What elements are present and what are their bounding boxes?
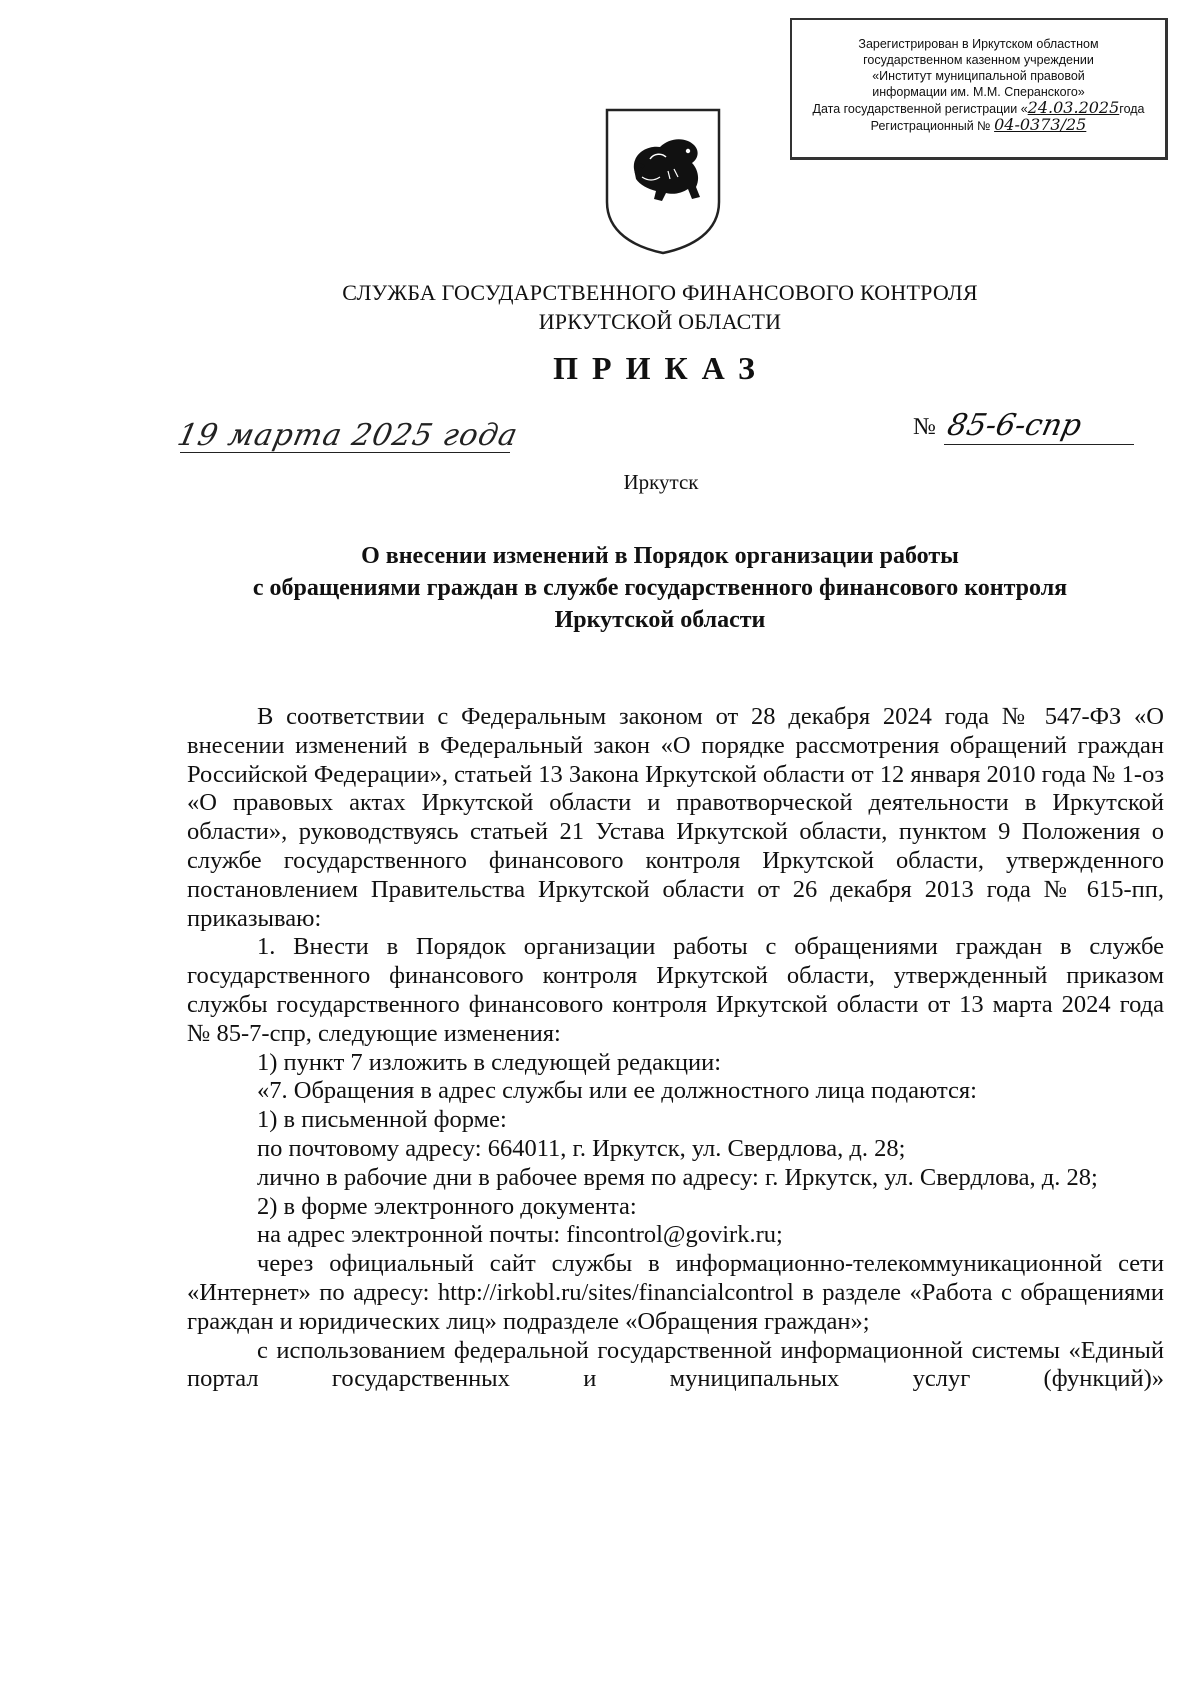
registration-stamp xyxy=(790,18,1168,160)
paragraph-email: на адрес электронной почты: fincontrol@govirk.ru; xyxy=(257,1221,783,1249)
stamp-date-row xyxy=(798,100,1159,117)
paragraph-gosuslugi: с использованием федеральной государственной информационной системы «Единый портал государственных и муниципальных услуг (функций)» xyxy=(187,1336,1164,1393)
organization-name xyxy=(0,278,1200,336)
handwritten-date: 19 марта 2025 года xyxy=(174,418,522,453)
paragraph-subitem-1: 1) пункт 7 изложить в следующей редакции: xyxy=(257,1048,722,1076)
document-title xyxy=(170,540,1150,636)
stamp-date-label: Дата государственной регистрации « xyxy=(812,102,1028,116)
number-label: № xyxy=(913,414,936,440)
stamp-date-suffix: года xyxy=(1119,102,1145,116)
stamp-line-2: государственном казенном учреждении xyxy=(863,53,1094,67)
stamp-reg-label: Регистрационный № xyxy=(870,119,991,133)
stamp-reg-row xyxy=(798,117,1159,134)
paragraph-electronic-form: 2) в форме электронного документа: xyxy=(257,1192,637,1220)
title-line-1: О внесении изменений в Порядок организации работы xyxy=(361,543,959,569)
paragraph-written-form: 1) в письменной форме: xyxy=(257,1106,507,1134)
city: Иркутск xyxy=(623,470,699,494)
stamp-line-4: информации им. М.М. Сперанского» xyxy=(872,85,1085,99)
stamp-date-value: 24.03.2025 xyxy=(1027,98,1120,117)
number-underline xyxy=(944,444,1134,445)
title-line-2: с обращениями граждан в службе государственного финансового контроля xyxy=(252,575,1068,601)
title-line-3: Иркутской области xyxy=(554,607,766,633)
paragraph-postal-address: по почтовому адресу: 664011, г. Иркутск, ул. Свердлова, д. 28; xyxy=(257,1134,906,1162)
paragraph-point-7: «7. Обращения в адрес службы или ее должностного лица подаются: xyxy=(257,1077,977,1105)
irkutsk-coat-of-arms-icon xyxy=(604,107,722,255)
document-body xyxy=(187,703,1164,1394)
document-type: ПРИКАЗ xyxy=(553,350,769,386)
paragraph-in-person: лично в рабочие дни в рабочее время по адресу: г. Иркутск, ул. Свердлова, д. 28; xyxy=(257,1163,1098,1191)
stamp-line-1: Зарегистрирован в Иркутском областном xyxy=(858,37,1099,51)
paragraph-preamble: В соответствии с Федеральным законом от 28 декабря 2024 года № 547-ФЗ «О внесении изменений в Федеральный закон «О порядке рассмотрения обращений граждан Российской Федерации», статьей 13 Закона Иркутской области от 12 января 2010 года № 1-оз «О правовых актах Иркутской области и правотворческой деятельности в Иркутской области», руководствуясь статьей 21 Устава Иркутской области, пунктом 9 Положения о службе государственного финансового контроля Иркутской области, утвержденного постановлением Правительства Иркутской области от 26 декабря 2013 года № 615-пп, приказываю: xyxy=(187,703,1164,932)
paragraph-website: через официальный сайт службы в информационно-телекоммуникационной сети «Интернет» по адресу: http://irkobl.ru/sites/financialcontrol в разделе «Работа с обращениями граждан и юридических лиц» подразделе «Обращения граждан»; xyxy=(187,1250,1164,1335)
handwritten-number: 85-6-спр xyxy=(944,408,1085,443)
stamp-line-3: «Институт муниципальной правовой xyxy=(872,69,1085,83)
stamp-reg-value: 04-0373/25 xyxy=(994,115,1087,134)
paragraph-item-1: 1. Внести в Порядок организации работы с обращениями граждан в службе государственного финансового контроля Иркутской области, утвержденный приказом службы государственного финансового контроля Иркутской области от 13 марта 2024 года № 85-7-спр, следующие изменения: xyxy=(187,933,1164,1047)
date-underline xyxy=(180,452,510,453)
org-line-2: ИРКУТСКОЙ ОБЛАСТИ xyxy=(538,309,782,334)
org-line-1: СЛУЖБА ГОСУДАРСТВЕННОГО ФИНАНСОВОГО КОНТРОЛЯ xyxy=(342,280,978,305)
